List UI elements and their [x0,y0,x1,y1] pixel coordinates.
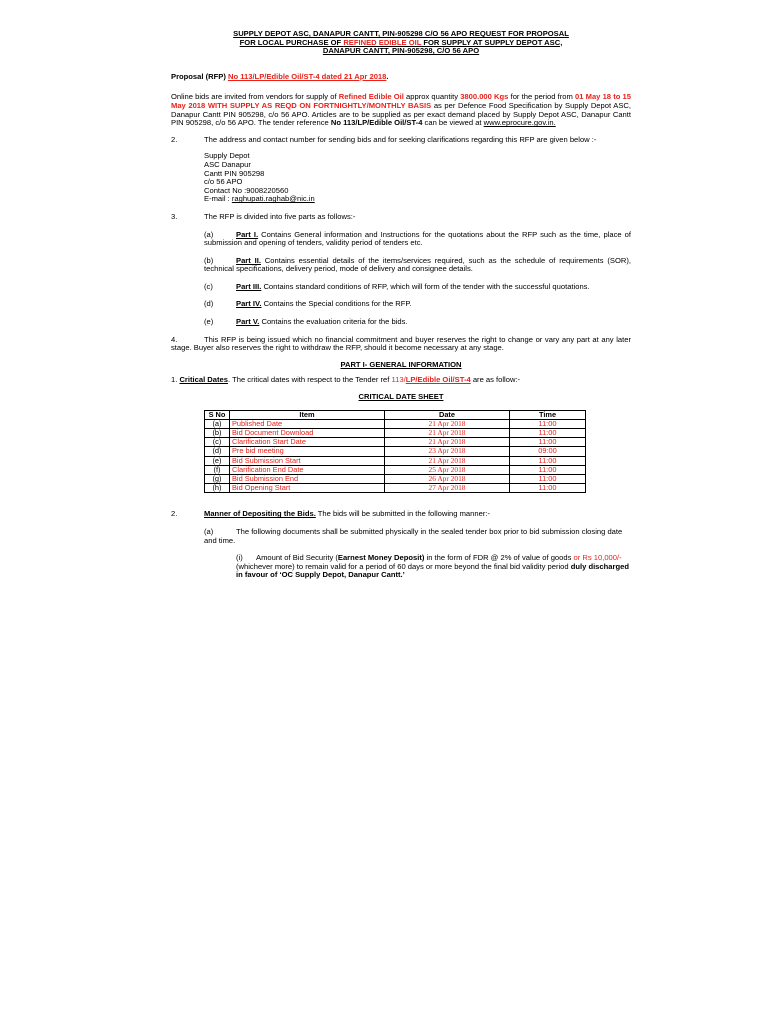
intro-text-3: for the period from [508,92,575,102]
contact-number: Contact No :9008220560 [204,185,289,195]
row-date: 21 Apr 2018 [385,456,510,465]
manner-a-text: The following documents shall be submitted physically in the sealed tender box prior to bid submission closing date and time. [204,527,623,545]
address-line-2: ASC Danapur [204,159,251,169]
row-time: 11:00 [510,429,586,438]
part-name: Part I. [236,229,259,239]
row-date: 25 Apr 2018 [385,465,510,474]
heading-line-2-end: FOR SUPPLY AT SUPPLY DEPOT ASC, [421,37,563,47]
col-header-item: Item [230,410,385,419]
manner-text: The bids will be submitted in the following manner:- [315,509,490,519]
col-header-sno: S No [205,410,230,419]
para-4-text: This RFP is being issued which no financial commitment and buyer reserves the right to change or vary any part at any later stage. Buyer also reserves the right to withdraw the RFP, should it become necessary at any stage. [171,334,631,353]
row-sno: (h) [205,484,230,493]
critical-dates-para [171,376,631,385]
row-date: 21 Apr 2018 [385,429,510,438]
para-2-text: The address and contact number for sending bids and for seeking clarifications regarding this RFP are given below :- [204,134,597,144]
row-item: Pre bid meeting [230,447,385,456]
para-3-text: The RFP is divided into five parts as follows:- [204,211,356,221]
para-3-number: 3. [171,211,178,221]
intro-item: Refined Edible Oil [338,92,404,102]
part-text: Contains essential details of the items/services required, such as the schedule of requirements (SOR), technical specifications, delivery period, mode of delivery and consignee details. [204,255,631,274]
manner-para [171,510,631,519]
part-text: Contains the evaluation criteria for the bids. [259,317,408,327]
table-row [205,456,586,465]
table-row [205,484,586,493]
part-name: Part IV. [236,299,262,309]
row-date: 21 Apr 2018 [385,438,510,447]
part-text: Contains General information and Instructions for the quotations about the RFP such as the time, place of submission and opening of tenders, validity period of tenders etc. [204,229,632,248]
intro-period: 01 May 18 to 15 May 2018 WITH SUPPLY AS REQD ON FORTNIGHTLY/MONTHLY BASIS [171,92,631,110]
row-time: 11:00 [510,438,586,447]
critical-date-sheet-title: CRITICAL DATE SHEET [358,392,444,402]
row-sno: (b) [205,429,230,438]
critical-text-2: are as follow:- [470,375,521,385]
row-item: Bid Opening Start [230,484,385,493]
manner-i-text-2: in the form of FDR @ 2% of value of goods [424,553,574,563]
intro-text-4: as per Defence Food Specification by Supply Depot ASC, Danapur Cantt PIN 905298, c/o 56 APO. Articles are to be supplied as per exact demand placed by Supply Depot ASC, Danapur Cantt PIN 905298, c/o 56 APO. The tender reference [171,100,631,128]
address-line-4: c/o 56 APO [204,177,243,187]
address-line-3: Cantt PIN 905298 [204,168,265,178]
part-letter: (a) [204,229,214,239]
row-item: Bid Submission End [230,475,385,484]
part-name: Part II. [236,255,261,265]
para-3 [171,213,631,222]
row-date: 21 Apr 2018 [385,419,510,428]
rfp-part-a [204,231,631,248]
critical-ref-red: 113/ [391,375,406,385]
row-date: 26 Apr 2018 [385,475,510,484]
row-time: 11:00 [510,475,586,484]
row-time: 09:00 [510,447,586,456]
row-sno: (c) [205,438,230,447]
manner-sub-i [171,554,631,580]
manner-i-discharge: duly discharged in favour of ‘OC Supply Depot, Danapur Cantt.’ [236,561,629,580]
row-item: Clarification Start Date [230,438,385,447]
row-time: 11:00 [510,419,586,428]
manner-i-letter: (i) [236,553,243,563]
critical-ref: LP/Edible Oil/ST-4 [405,375,471,385]
intro-text-2: approx quantity [403,92,461,102]
manner-i-emd: Earnest Money Deposit) [337,553,425,563]
manner-i-amount: or Rs 10,000/- [573,553,622,563]
proposal-reference [171,73,631,82]
part-letter: (b) [204,255,214,265]
heading-item-name: REFINED EDIBLE OIL [343,37,422,47]
contact-address [171,152,631,204]
critical-number: 1. [171,375,180,385]
para-4 [171,336,631,353]
email-line [204,195,631,204]
part-text: Contains standard conditions of RFP, which will form of the tender with the successful quotations. [261,281,590,291]
row-sno: (a) [205,419,230,428]
proposal-ref-number: No 113/LP/Edible Oil/ST-4 dated 21 Apr 2018 [227,71,387,81]
proposal-label: Proposal (RFP) [171,71,228,81]
address-line-1: Supply Depot [204,151,250,161]
part-name: Part V. [236,317,260,327]
proposal-end: . [386,71,389,81]
heading-line-2-start: FOR LOCAL PURCHASE OF [239,37,344,47]
row-sno: (f) [205,465,230,474]
manner-a-letter: (a) [204,527,214,537]
rfp-part-c [204,283,631,292]
row-time: 11:00 [510,456,586,465]
intro-text-1: Online bids are invited from vendors for supply of [171,92,339,102]
manner-number: 2. [171,509,178,519]
row-date: 23 Apr 2018 [385,447,510,456]
row-sno: (g) [205,475,230,484]
email-link[interactable]: raghupati.raghab@nic.in [231,194,315,204]
row-sno: (e) [205,456,230,465]
manner-label: Manner of Depositing the Bids. [204,509,316,519]
part-text: Contains the Special conditions for the RFP. [261,299,412,309]
intro-quantity: 3800.000 Kgs [460,92,509,102]
intro-paragraph [171,93,631,127]
critical-date-table [204,410,586,494]
manner-i-text-3: (whichever more) to remain valid for a period of 60 days or more beyond the final bid validity period [236,561,571,571]
intro-tender-ref: No 113/LP/Edible Oil/ST-4 [330,118,423,128]
heading-line-1: SUPPLY DEPOT ASC, DANAPUR CANTT, PIN-905298 C/O 56 APO REQUEST FOR PROPOSAL [233,29,569,38]
row-item: Clarification End Date [230,465,385,474]
critical-label: Critical Dates [179,375,228,385]
table-row [205,447,586,456]
eprocure-link[interactable]: www.eprocure.gov.in. [483,118,556,128]
document-heading [171,30,631,56]
manner-sub-a [171,528,631,545]
manner-i-text-1: Amount of Bid Security ( [256,553,338,563]
part-letter: (c) [204,281,213,291]
part-letter: (e) [204,317,214,327]
para-4-number: 4. [171,334,178,344]
row-sno: (d) [205,447,230,456]
row-item: Bid Submission Start [230,456,385,465]
col-header-time: Time [510,410,586,419]
row-item: Published Date [230,419,385,428]
para-2 [171,136,631,145]
part-letter: (d) [204,299,214,309]
rfp-part-d [204,300,631,309]
row-time: 11:00 [510,484,586,493]
row-item: Bid Document Download [230,429,385,438]
row-time: 11:00 [510,465,586,474]
email-label: E-mail : [204,194,232,204]
table-header-row [205,410,586,419]
part-name: Part III. [236,281,262,291]
row-date: 27 Apr 2018 [385,484,510,493]
rfp-part-e [204,318,631,327]
rfp-part-b [204,257,631,274]
document-page [171,30,631,580]
part-1-title: PART I- GENERAL INFORMATION [340,359,462,369]
intro-text-5: can be viewed at [422,118,484,128]
rfp-parts-list [171,231,631,327]
critical-text-1: . The critical dates with respect to the Tender ref [228,375,392,385]
col-header-date: Date [385,410,510,419]
para-2-number: 2. [171,134,178,144]
heading-line-3: DANAPUR CANTT, PIN-905298, C/O 56 APO [322,46,480,56]
